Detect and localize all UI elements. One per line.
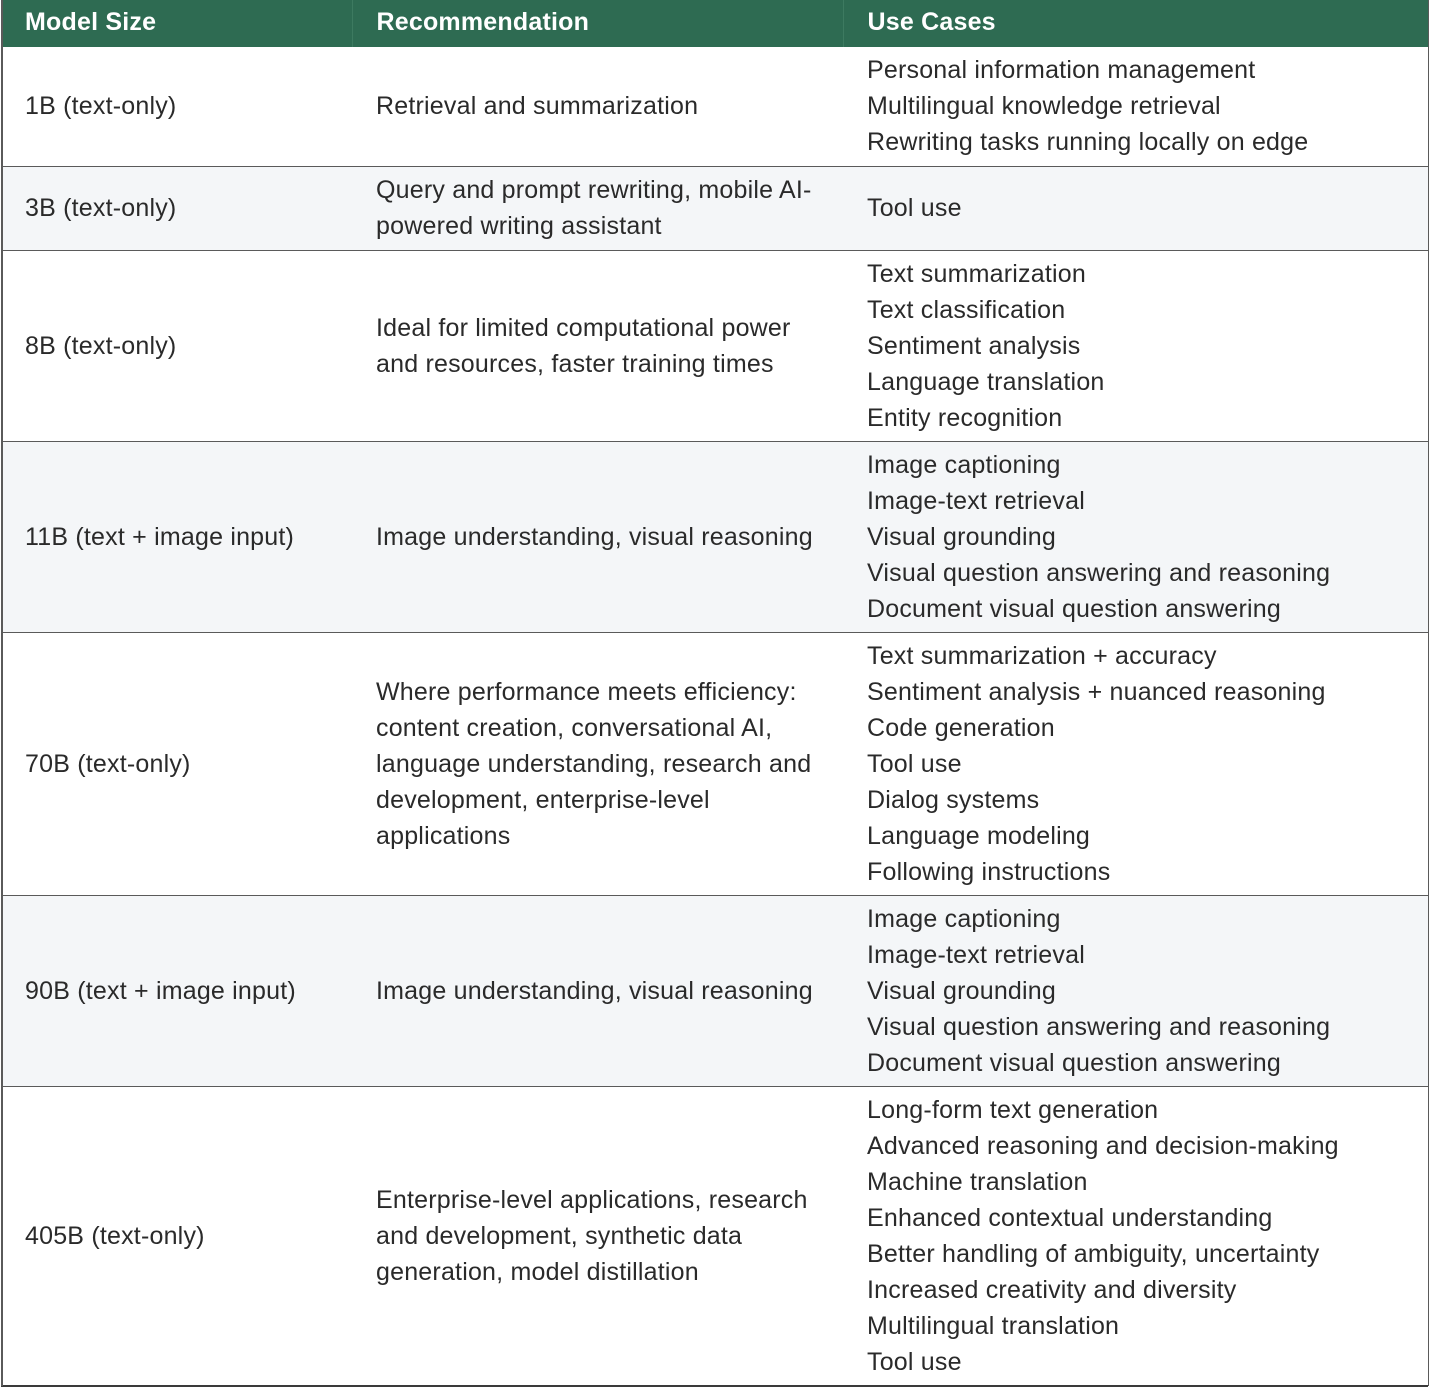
use-cases-cell [843, 250, 1428, 441]
use-cases-list [867, 190, 1416, 226]
header-recommendation: Recommendation [352, 0, 843, 47]
use-case-item: Document visual question answering [867, 1048, 1281, 1077]
recommendation-cell: Ideal for limited computational power and resources, faster training times [376, 313, 791, 378]
use-cases-cell [843, 1086, 1428, 1386]
use-case-item: Entity recognition [867, 403, 1063, 432]
use-cases-list [867, 901, 1416, 1081]
use-cases-list [867, 638, 1416, 890]
model-size-cell: 1B (text-only) [25, 92, 177, 121]
use-cases-list [867, 447, 1416, 627]
use-case-item: Code generation [867, 713, 1055, 742]
table-row [1, 250, 1428, 441]
use-case-item: Personal information management [867, 56, 1256, 85]
use-case-item: Image-text retrieval [867, 486, 1085, 515]
use-case-item: Enhanced contextual understanding [867, 1203, 1273, 1232]
use-case-item: Better handling of ambiguity, uncertainty [867, 1239, 1320, 1268]
use-case-item: Visual question answering and reasoning [867, 558, 1331, 587]
use-case-item: Long-form text generation [867, 1095, 1159, 1124]
use-case-item: Visual question answering and reasoning [867, 1012, 1331, 1041]
table-header [1, 0, 1428, 47]
use-case-item: Text summarization [867, 259, 1086, 288]
use-case-item: Multilingual translation [867, 1311, 1120, 1340]
use-case-item: Increased creativity and diversity [867, 1275, 1237, 1304]
model-size-cell: 405B (text-only) [25, 1221, 205, 1250]
use-case-item: Document visual question answering [867, 594, 1281, 623]
use-case-item: Image-text retrieval [867, 940, 1085, 969]
table-body [1, 47, 1428, 1386]
model-size-cell: 3B (text-only) [25, 194, 177, 222]
use-case-item: Visual grounding [867, 976, 1056, 1005]
use-cases-list [867, 256, 1416, 436]
header-model-size: Model Size [1, 0, 352, 47]
use-case-item: Rewriting tasks running locally on edge [867, 128, 1309, 157]
table-row [1, 166, 1428, 250]
use-case-item: Text summarization + accuracy [867, 641, 1217, 670]
use-case-item: Following instructions [867, 857, 1111, 886]
use-cases-cell [843, 632, 1428, 895]
use-case-item: Tool use [867, 1347, 962, 1376]
use-case-item: Visual grounding [867, 522, 1056, 551]
use-case-item: Language translation [867, 367, 1105, 396]
recommendation-cell: Where performance meets efficiency: content creation, conversational AI, language understanding, research and development, enterprise-level applications [376, 677, 812, 850]
use-case-item: Dialog systems [867, 785, 1040, 814]
recommendation-cell: Image understanding, visual reasoning [376, 976, 813, 1005]
table-row [1, 441, 1428, 632]
use-case-item: Sentiment analysis [867, 331, 1081, 360]
use-case-item: Machine translation [867, 1167, 1088, 1196]
table-row [1, 47, 1428, 166]
table-row [1, 1086, 1428, 1386]
model-size-cell: 11B (text + image input) [25, 522, 295, 551]
model-size-cell: 8B (text-only) [25, 331, 177, 360]
use-case-item: Image captioning [867, 904, 1061, 933]
use-cases-cell [843, 895, 1428, 1086]
use-cases-cell [843, 166, 1428, 250]
header-row [1, 0, 1428, 47]
use-case-item: Tool use [867, 749, 962, 778]
model-size-cell: 70B (text-only) [25, 749, 191, 778]
table-row [1, 632, 1428, 895]
table-row [1, 895, 1428, 1086]
recommendation-cell: Enterprise-level applications, research and development, synthetic data generation, model distillation [376, 1185, 808, 1286]
use-case-item: Sentiment analysis + nuanced reasoning [867, 677, 1326, 706]
use-case-item: Text classification [867, 295, 1066, 324]
use-case-item: Tool use [867, 194, 962, 222]
use-case-item: Image captioning [867, 450, 1061, 479]
use-cases-cell [843, 47, 1428, 166]
recommendation-cell: Query and prompt rewriting, mobile AI-powered writing assistant [376, 176, 812, 240]
model-size-cell: 90B (text + image input) [25, 976, 296, 1005]
use-case-item: Language modeling [867, 821, 1091, 850]
use-case-item: Advanced reasoning and decision-making [867, 1131, 1339, 1160]
recommendation-cell: Retrieval and summarization [376, 92, 699, 121]
use-cases-list [867, 1092, 1416, 1380]
model-comparison-table [1, 0, 1428, 1387]
header-use-cases: Use Cases [867, 7, 996, 36]
use-case-item: Multilingual knowledge retrieval [867, 92, 1221, 121]
use-cases-cell [843, 441, 1428, 632]
recommendation-cell: Image understanding, visual reasoning [376, 522, 813, 551]
use-cases-list [867, 52, 1416, 160]
